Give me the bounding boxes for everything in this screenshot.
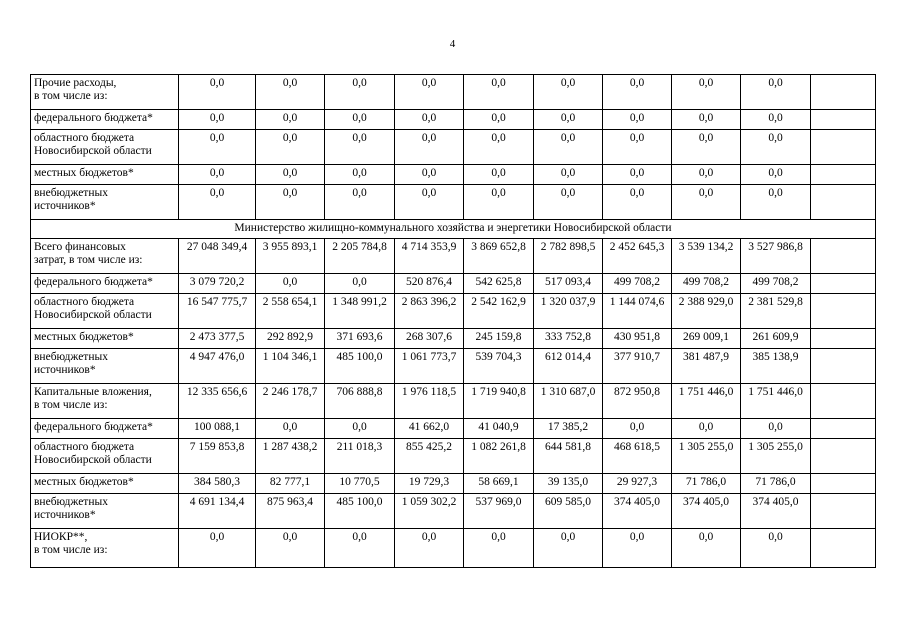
value-cell: 1 310 687,0 <box>534 384 603 419</box>
value-cell: 0,0 <box>672 130 741 165</box>
value-cell: 374 405,0 <box>603 494 672 529</box>
value-cell: 1 305 255,0 <box>741 439 811 474</box>
value-cell: 16 547 775,7 <box>179 294 256 329</box>
value-cell: 0,0 <box>256 110 325 130</box>
value-cell: 0,0 <box>256 75 325 110</box>
value-cell: 0,0 <box>325 165 395 185</box>
value-cell: 0,0 <box>464 185 534 220</box>
value-cell: 517 093,4 <box>534 274 603 294</box>
table-row <box>31 529 876 568</box>
value-cell: 333 752,8 <box>534 329 603 349</box>
value-cell: 609 585,0 <box>534 494 603 529</box>
empty-cell <box>811 419 876 439</box>
value-cell: 1 059 302,2 <box>395 494 464 529</box>
table-row <box>31 474 876 494</box>
page-number: 4 <box>449 38 456 50</box>
row-label: внебюджетных источников* <box>31 349 179 384</box>
value-cell: 0,0 <box>325 130 395 165</box>
row-label: областного бюджета Новосибирской области <box>31 439 179 474</box>
table-row <box>31 494 876 529</box>
value-cell: 100 088,1 <box>179 419 256 439</box>
value-cell: 0,0 <box>672 185 741 220</box>
value-cell: 0,0 <box>741 130 811 165</box>
table-row <box>31 130 876 165</box>
value-cell: 0,0 <box>741 75 811 110</box>
table-row <box>31 110 876 130</box>
empty-cell <box>811 130 876 165</box>
value-cell: 0,0 <box>179 529 256 568</box>
value-cell: 1 320 037,9 <box>534 294 603 329</box>
value-cell: 27 048 349,4 <box>179 239 256 274</box>
value-cell: 1 976 118,5 <box>395 384 464 419</box>
row-label: федерального бюджета* <box>31 419 179 439</box>
value-cell: 0,0 <box>534 529 603 568</box>
value-cell: 0,0 <box>325 75 395 110</box>
value-cell: 7 159 853,8 <box>179 439 256 474</box>
value-cell: 4 714 353,9 <box>395 239 464 274</box>
value-cell: 499 708,2 <box>603 274 672 294</box>
value-cell: 3 527 986,8 <box>741 239 811 274</box>
value-cell: 374 405,0 <box>741 494 811 529</box>
value-cell: 0,0 <box>603 130 672 165</box>
row-label: Прочие расходы, в том числе из: <box>31 75 179 110</box>
value-cell: 2 542 162,9 <box>464 294 534 329</box>
value-cell: 3 079 720,2 <box>179 274 256 294</box>
section-header-row <box>31 220 876 239</box>
value-cell: 3 869 652,8 <box>464 239 534 274</box>
empty-cell <box>811 329 876 349</box>
value-cell: 384 580,3 <box>179 474 256 494</box>
value-cell: 71 786,0 <box>672 474 741 494</box>
value-cell: 1 061 773,7 <box>395 349 464 384</box>
value-cell: 0,0 <box>741 165 811 185</box>
value-cell: 499 708,2 <box>672 274 741 294</box>
value-cell: 0,0 <box>534 75 603 110</box>
value-cell: 4 691 134,4 <box>179 494 256 529</box>
value-cell: 2 782 898,5 <box>534 239 603 274</box>
value-cell: 0,0 <box>179 75 256 110</box>
value-cell: 41 040,9 <box>464 419 534 439</box>
value-cell: 39 135,0 <box>534 474 603 494</box>
value-cell: 0,0 <box>464 165 534 185</box>
value-cell: 268 307,6 <box>395 329 464 349</box>
value-cell: 0,0 <box>395 165 464 185</box>
value-cell: 0,0 <box>325 274 395 294</box>
row-label: НИОКР**, в том числе из: <box>31 529 179 568</box>
value-cell: 292 892,9 <box>256 329 325 349</box>
row-label: местных бюджетов* <box>31 329 179 349</box>
empty-cell <box>811 165 876 185</box>
empty-cell <box>811 529 876 568</box>
value-cell: 377 910,7 <box>603 349 672 384</box>
empty-cell <box>811 110 876 130</box>
value-cell: 385 138,9 <box>741 349 811 384</box>
value-cell: 612 014,4 <box>534 349 603 384</box>
value-cell: 2 452 645,3 <box>603 239 672 274</box>
value-cell: 0,0 <box>256 419 325 439</box>
value-cell: 430 951,8 <box>603 329 672 349</box>
empty-cell <box>811 239 876 274</box>
value-cell: 0,0 <box>741 185 811 220</box>
value-cell: 245 159,8 <box>464 329 534 349</box>
value-cell: 4 947 476,0 <box>179 349 256 384</box>
value-cell: 0,0 <box>534 110 603 130</box>
value-cell: 29 927,3 <box>603 474 672 494</box>
row-label: Капитальные вложения, в том числе из: <box>31 384 179 419</box>
section-title: Министерство жилищно-коммунального хозяйства и энергетики Новосибирской области <box>31 220 876 239</box>
value-cell: 542 625,8 <box>464 274 534 294</box>
value-cell: 0,0 <box>256 529 325 568</box>
value-cell: 0,0 <box>741 529 811 568</box>
value-cell: 499 708,2 <box>741 274 811 294</box>
value-cell: 82 777,1 <box>256 474 325 494</box>
value-cell: 2 558 654,1 <box>256 294 325 329</box>
table-row <box>31 329 876 349</box>
value-cell: 71 786,0 <box>741 474 811 494</box>
value-cell: 0,0 <box>179 185 256 220</box>
value-cell: 2 863 396,2 <box>395 294 464 329</box>
value-cell: 0,0 <box>325 110 395 130</box>
table-row <box>31 239 876 274</box>
value-cell: 0,0 <box>179 130 256 165</box>
value-cell: 2 473 377,5 <box>179 329 256 349</box>
empty-cell <box>811 274 876 294</box>
value-cell: 0,0 <box>603 165 672 185</box>
value-cell: 537 969,0 <box>464 494 534 529</box>
value-cell: 0,0 <box>672 75 741 110</box>
value-cell: 0,0 <box>464 529 534 568</box>
table-row <box>31 439 876 474</box>
table-row <box>31 75 876 110</box>
value-cell: 1 144 074,6 <box>603 294 672 329</box>
value-cell: 0,0 <box>603 110 672 130</box>
value-cell: 644 581,8 <box>534 439 603 474</box>
table-row <box>31 349 876 384</box>
empty-cell <box>811 384 876 419</box>
value-cell: 0,0 <box>672 165 741 185</box>
value-cell: 2 388 929,0 <box>672 294 741 329</box>
value-cell: 269 009,1 <box>672 329 741 349</box>
row-label: внебюджетных источников* <box>31 185 179 220</box>
value-cell: 17 385,2 <box>534 419 603 439</box>
financing-table <box>30 74 876 568</box>
value-cell: 1 751 446,0 <box>741 384 811 419</box>
value-cell: 0,0 <box>256 274 325 294</box>
value-cell: 0,0 <box>603 185 672 220</box>
value-cell: 1 719 940,8 <box>464 384 534 419</box>
value-cell: 374 405,0 <box>672 494 741 529</box>
value-cell: 520 876,4 <box>395 274 464 294</box>
table-row <box>31 274 876 294</box>
value-cell: 381 487,9 <box>672 349 741 384</box>
value-cell: 1 305 255,0 <box>672 439 741 474</box>
value-cell: 0,0 <box>464 130 534 165</box>
value-cell: 0,0 <box>325 529 395 568</box>
table-row <box>31 419 876 439</box>
empty-cell <box>811 294 876 329</box>
value-cell: 261 609,9 <box>741 329 811 349</box>
value-cell: 0,0 <box>395 529 464 568</box>
row-label: федерального бюджета* <box>31 110 179 130</box>
value-cell: 0,0 <box>464 75 534 110</box>
row-label: областного бюджета Новосибирской области <box>31 294 179 329</box>
value-cell: 0,0 <box>603 419 672 439</box>
value-cell: 706 888,8 <box>325 384 395 419</box>
value-cell: 0,0 <box>256 130 325 165</box>
value-cell: 539 704,3 <box>464 349 534 384</box>
value-cell: 0,0 <box>256 165 325 185</box>
table-row <box>31 165 876 185</box>
row-label: внебюджетных источников* <box>31 494 179 529</box>
value-cell: 0,0 <box>395 110 464 130</box>
value-cell: 211 018,3 <box>325 439 395 474</box>
value-cell: 2 205 784,8 <box>325 239 395 274</box>
value-cell: 0,0 <box>741 419 811 439</box>
row-label: местных бюджетов* <box>31 165 179 185</box>
row-label: федерального бюджета* <box>31 274 179 294</box>
value-cell: 0,0 <box>672 529 741 568</box>
value-cell: 1 104 346,1 <box>256 349 325 384</box>
value-cell: 58 669,1 <box>464 474 534 494</box>
value-cell: 0,0 <box>325 185 395 220</box>
value-cell: 468 618,5 <box>603 439 672 474</box>
value-cell: 0,0 <box>672 110 741 130</box>
value-cell: 0,0 <box>395 130 464 165</box>
row-label: Всего финансовых затрат, в том числе из: <box>31 239 179 274</box>
value-cell: 0,0 <box>395 75 464 110</box>
value-cell: 855 425,2 <box>395 439 464 474</box>
value-cell: 0,0 <box>741 110 811 130</box>
empty-cell <box>811 439 876 474</box>
row-label: местных бюджетов* <box>31 474 179 494</box>
table-row <box>31 384 876 419</box>
value-cell: 0,0 <box>256 185 325 220</box>
value-cell: 1 348 991,2 <box>325 294 395 329</box>
value-cell: 41 662,0 <box>395 419 464 439</box>
empty-cell <box>811 75 876 110</box>
value-cell: 19 729,3 <box>395 474 464 494</box>
value-cell: 1 751 446,0 <box>672 384 741 419</box>
value-cell: 485 100,0 <box>325 494 395 529</box>
empty-cell <box>811 474 876 494</box>
value-cell: 1 082 261,8 <box>464 439 534 474</box>
value-cell: 485 100,0 <box>325 349 395 384</box>
row-label: областного бюджета Новосибирской области <box>31 130 179 165</box>
value-cell: 0,0 <box>672 419 741 439</box>
value-cell: 875 963,4 <box>256 494 325 529</box>
value-cell: 0,0 <box>179 165 256 185</box>
value-cell: 2 381 529,8 <box>741 294 811 329</box>
value-cell: 12 335 656,6 <box>179 384 256 419</box>
value-cell: 0,0 <box>603 75 672 110</box>
empty-cell <box>811 494 876 529</box>
value-cell: 0,0 <box>534 165 603 185</box>
table-row <box>31 294 876 329</box>
value-cell: 0,0 <box>179 110 256 130</box>
value-cell: 3 539 134,2 <box>672 239 741 274</box>
empty-cell <box>811 185 876 220</box>
value-cell: 371 693,6 <box>325 329 395 349</box>
value-cell: 3 955 893,1 <box>256 239 325 274</box>
value-cell: 0,0 <box>603 529 672 568</box>
value-cell: 0,0 <box>534 185 603 220</box>
value-cell: 0,0 <box>534 130 603 165</box>
value-cell: 0,0 <box>464 110 534 130</box>
table-row <box>31 185 876 220</box>
value-cell: 0,0 <box>325 419 395 439</box>
value-cell: 2 246 178,7 <box>256 384 325 419</box>
value-cell: 872 950,8 <box>603 384 672 419</box>
empty-cell <box>811 349 876 384</box>
value-cell: 1 287 438,2 <box>256 439 325 474</box>
value-cell: 10 770,5 <box>325 474 395 494</box>
value-cell: 0,0 <box>395 185 464 220</box>
